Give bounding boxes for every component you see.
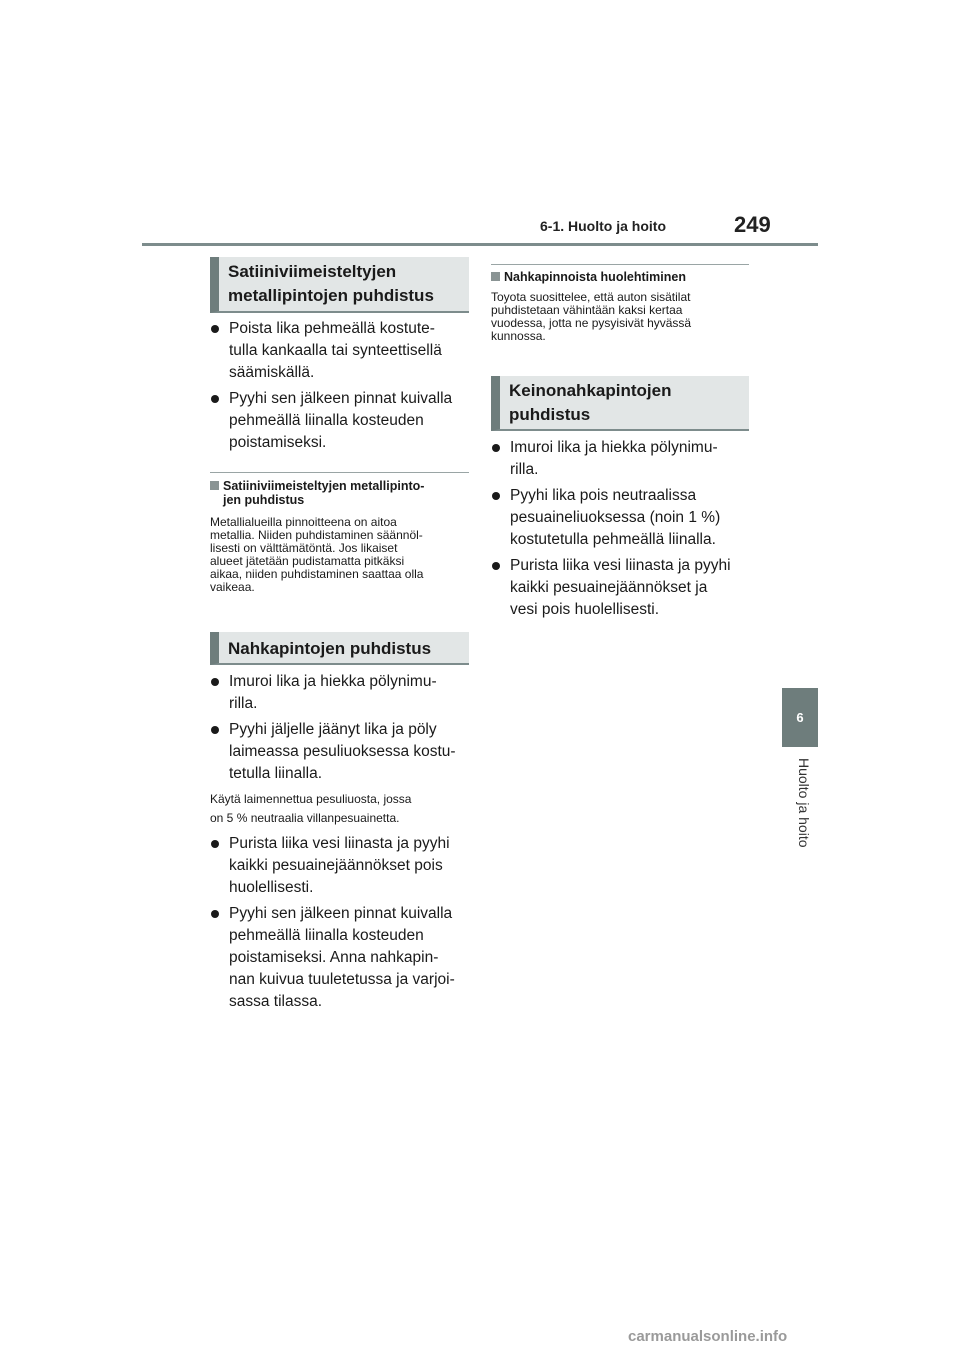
- header-divider: [142, 243, 818, 246]
- bullet-dot: [211, 910, 219, 918]
- heading-line: Keinonahkapintojen: [509, 381, 672, 400]
- bullet-line: poistamiseksi.: [229, 434, 327, 451]
- bullet-dot: [492, 562, 500, 570]
- bullet-line: poistamiseksi. Anna nahkapin-: [229, 949, 439, 966]
- note-divider: [491, 264, 749, 265]
- bullet-line: sassa tilassa.: [229, 993, 323, 1010]
- bullet-line: Imuroi lika ja hiekka pölynimu-: [229, 673, 437, 690]
- bullet-dot: [492, 492, 500, 500]
- bullet-line: pehmeällä liinalla kosteuden: [229, 412, 424, 429]
- chapter-tab: 6: [782, 688, 818, 747]
- chapter-title: Huolto ja hoito: [796, 758, 812, 848]
- bullet-line: rilla.: [510, 461, 539, 478]
- note-title: [210, 479, 472, 507]
- heading-line: Satiiniviimeisteltyjen: [228, 262, 397, 281]
- bullet-item: [492, 555, 752, 621]
- bullet-dot: [211, 840, 219, 848]
- heading-line: Nahkapintojen puhdistus: [228, 638, 432, 658]
- bullet-line: kaikki pesuainejäännökset pois: [229, 857, 443, 874]
- bullet-item: [211, 903, 471, 1013]
- bullet-item: [492, 485, 752, 551]
- bullet-line: Pyyhi lika pois neutraalissa: [510, 487, 697, 504]
- note-title-line: Satiiniviimeisteltyjen metallipinto-: [223, 479, 425, 493]
- bullet-line: Purista liika vesi liinasta ja pyyhi: [229, 835, 450, 852]
- note-line: lisesti on välttämätöntä. Jos likaiset: [210, 541, 398, 555]
- note-line: Toyota suosittelee, että auton sisätilat: [491, 290, 691, 304]
- bullet-line: Purista liika vesi liinasta ja pyyhi: [510, 557, 731, 574]
- watermark: carmanualsonline.info: [628, 1328, 788, 1345]
- bullet-line: Pyyhi sen jälkeen pinnat kuivalla: [229, 905, 453, 922]
- bullet-line: Pyyhi sen jälkeen pinnat kuivalla: [229, 390, 453, 407]
- note-title-line: Nahkapinnoista huolehtiminen: [504, 270, 686, 284]
- bullet-line: pehmeällä liinalla kosteuden: [229, 927, 424, 944]
- bullet-line: pesuaineliuoksessa (noin 1 %): [510, 509, 721, 526]
- note-line: kunnossa.: [491, 329, 546, 343]
- note-line: alueet jätetään pudistamatta pitkäksi: [210, 554, 405, 568]
- bullet-item: [211, 318, 471, 384]
- square-bullet-icon: [210, 481, 219, 490]
- note-text: [491, 291, 753, 343]
- heading-line: puhdistus: [509, 405, 591, 424]
- bullet-line: Pyyhi jäljelle jäänyt lika ja pöly: [229, 721, 437, 738]
- square-bullet-icon: [491, 272, 500, 281]
- bullet-dot: [211, 726, 219, 734]
- bullet-line: huolellisesti.: [229, 879, 314, 896]
- bullet-line: kaikki pesuainejäännökset ja: [510, 579, 708, 596]
- bullet-line: rilla.: [229, 695, 258, 712]
- note-line: Metallialueilla pinnoitteena on aitoa: [210, 515, 397, 529]
- bullet-line: Imuroi lika ja hiekka pölynimu-: [510, 439, 718, 456]
- note-line: aikaa, niiden puhdistaminen saattaa olla: [210, 567, 424, 581]
- bullet-line: Poista lika pehmeällä kostute-: [229, 320, 435, 337]
- bullet-dot: [211, 325, 219, 333]
- note-line: on 5 % neutraalia villanpesuainetta.: [210, 811, 400, 825]
- note-line: vaikeaa.: [210, 580, 255, 594]
- usage-note: [210, 790, 472, 828]
- note-line: puhdistetaan vähintään kaksi kertaa: [491, 303, 683, 317]
- note-line: Käytä laimennettua pesuliuosta, jossa: [210, 792, 412, 806]
- heading-leather: [210, 632, 469, 665]
- heading-satin-metal: [210, 257, 469, 313]
- note-line: metallia. Niiden puhdistaminen säännöl-: [210, 528, 423, 542]
- bullet-line: nan kuivua tuuletetussa ja varjoi-: [229, 971, 455, 988]
- bullet-line: vesi pois huolellisesti.: [510, 601, 660, 618]
- bullet-item: [211, 833, 471, 899]
- bullet-item: [211, 719, 471, 785]
- heading-line: metallipintojen puhdistus: [228, 286, 434, 305]
- section-title: 6-1. Huolto ja hoito: [540, 218, 666, 234]
- bullet-item: [211, 388, 471, 454]
- bullet-line: laimeassa pesuliuoksessa kostu-: [229, 743, 456, 760]
- bullet-item: [492, 437, 752, 481]
- bullet-item: [211, 671, 471, 715]
- note-title-line: jen puhdistus: [223, 493, 305, 507]
- bullet-dot: [492, 444, 500, 452]
- bullet-line: tetulla liinalla.: [229, 765, 323, 782]
- bullet-line: säämiskällä.: [229, 364, 315, 381]
- note-text: [210, 516, 472, 594]
- note-title: [491, 270, 753, 284]
- note-divider: [210, 472, 469, 473]
- bullet-dot: [211, 395, 219, 403]
- heading-artificial-leather: [491, 376, 749, 431]
- bullet-dot: [211, 678, 219, 686]
- note-line: vuodessa, jotta ne pysyisivät hyvässä: [491, 316, 692, 330]
- bullet-line: tulla kankaalla tai synteettisellä: [229, 342, 442, 359]
- bullet-line: kostutetulla pehmeällä liinalla.: [510, 531, 716, 548]
- page-number: 249: [734, 212, 771, 237]
